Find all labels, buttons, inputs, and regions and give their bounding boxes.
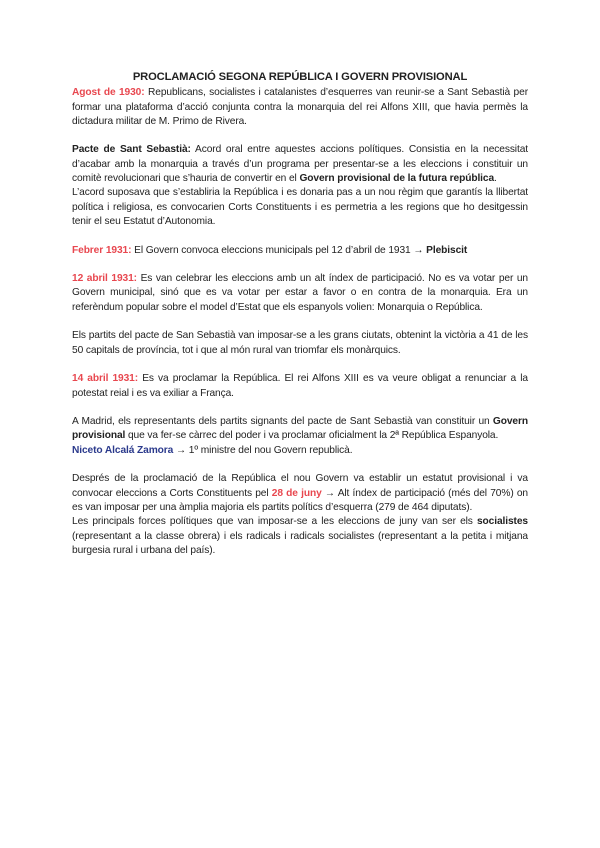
bold-term: Govern provisional	[72, 416, 528, 442]
paragraph-text: Es van celebrar les eleccions amb un alt índex de participació. No es va votar per un Govern municipal, sinó que es va votar per estar a favor o en contra de la monarquia. Era un referèndum popular sobre el model d’Estat que els espanyols volien: Monarquia o República.	[72, 273, 528, 313]
paragraph-14-abril-1931	[72, 372, 528, 401]
paragraph-text: → Alt índex de participació (més del 70%) on es van imposar per una àmplia majoria els partits polítics d’esquerra (279 de 464 diputats).	[72, 487, 528, 513]
spacer	[72, 401, 528, 415]
spacer	[72, 258, 528, 272]
paragraph-text: Republicans, socialistes i catalanistes d’esquerres van reunir-se a Sant Sebastià per formar una plataforma d’acció conjunta contra la monarquia del rei Alfons XIII, que havia permès la dictadura militar de M. Primo de Rivera.	[72, 87, 528, 127]
paragraph-text: (representant a la classe obrera) i els radicals i radicals socialistes (representant a la petita i mitjana burgesia rural i urbana del país).	[72, 530, 528, 556]
paragraph-text: Es va proclamar la República. El rei Alfons XIII es va veure obligat a renunciar a la potestat reial i es va exiliar a França.	[72, 373, 528, 399]
paragraph-febrer-1931	[72, 244, 528, 258]
date-label: 28 de juny	[271, 487, 322, 499]
paragraph-agost-1930	[72, 86, 528, 129]
paragraph-text: → 1º ministre del nou Govern republicà.	[173, 444, 353, 456]
paragraph-text: que va fer-se càrrec del poder i va proclamar oficialment la 2ª República Espanyola.	[125, 430, 499, 442]
paragraph-12-abril-1931	[72, 272, 528, 315]
paragraph-pacte-sant-sebastia	[72, 143, 528, 186]
bold-term: Govern provisional de la futura república	[299, 173, 495, 185]
document-page	[72, 70, 528, 558]
bold-term: Plebiscit	[426, 244, 468, 256]
date-label: Febrer 1931:	[72, 244, 132, 256]
paragraph-forces-politiques	[72, 515, 528, 558]
spacer	[72, 458, 528, 472]
date-label: 14 abril 1931:	[72, 373, 139, 385]
paragraph-text: Acord oral entre aquestes accions polítiques. Consistia en la necessitat d’acabar amb la monarquia a través d’un programa per presentar-se a les eleccions i constituir un comitè revolucionari que s’hauria de convertir en el	[72, 144, 528, 185]
spacer	[72, 315, 528, 329]
paragraph-text: Després de la proclamació de la República el nou Govern va establir un estatut provisional i va convocar eleccions a Corts Constituents pel	[72, 473, 528, 499]
spacer	[72, 129, 528, 143]
date-label: Agost de 1930:	[72, 87, 145, 99]
paragraph-acord: L’acord suposava que s’establiria la República i es donaria pas a un nou règim que garantís la llibertat política i religiosa, es convocarien Corts Constituents i es permetria a les regions que ho desitgessin tenir el seu Estatut d’Autonomia.	[72, 187, 528, 227]
paragraph-text: Les principals forces polítiques que van imposar-se a les eleccions de juny van ser els	[72, 516, 477, 528]
paragraph-estatut-provisional	[72, 472, 528, 515]
bold-term: socialistes	[476, 516, 528, 528]
term-label: Pacte de Sant Sebastià:	[72, 144, 191, 156]
spacer	[72, 229, 528, 243]
date-label: 12 abril 1931:	[72, 273, 137, 285]
person-name: Niceto Alcalá Zamora	[72, 444, 174, 456]
paragraph-text: El Govern convoca eleccions municipals pel 12 d’abril de 1931 →	[131, 244, 427, 256]
paragraph-niceto	[72, 444, 528, 458]
paragraph-madrid	[72, 415, 528, 444]
document-title: PROCLAMACIÓ SEGONA REPÚBLICA I GOVERN PROVISIONAL	[132, 71, 468, 83]
paragraph-text: .	[494, 173, 497, 185]
paragraph-partits-pacte: Els partits del pacte de San Sebastià van imposar-se a les grans ciutats, obtenint la victòria a 41 de les 50 capitals de província, tot i que al món rural van triomfar els monàrquics.	[72, 330, 528, 356]
spacer	[72, 358, 528, 372]
paragraph-text: A Madrid, els representants dels partits signants del pacte de Sant Sebastià van constituir un	[72, 416, 493, 428]
